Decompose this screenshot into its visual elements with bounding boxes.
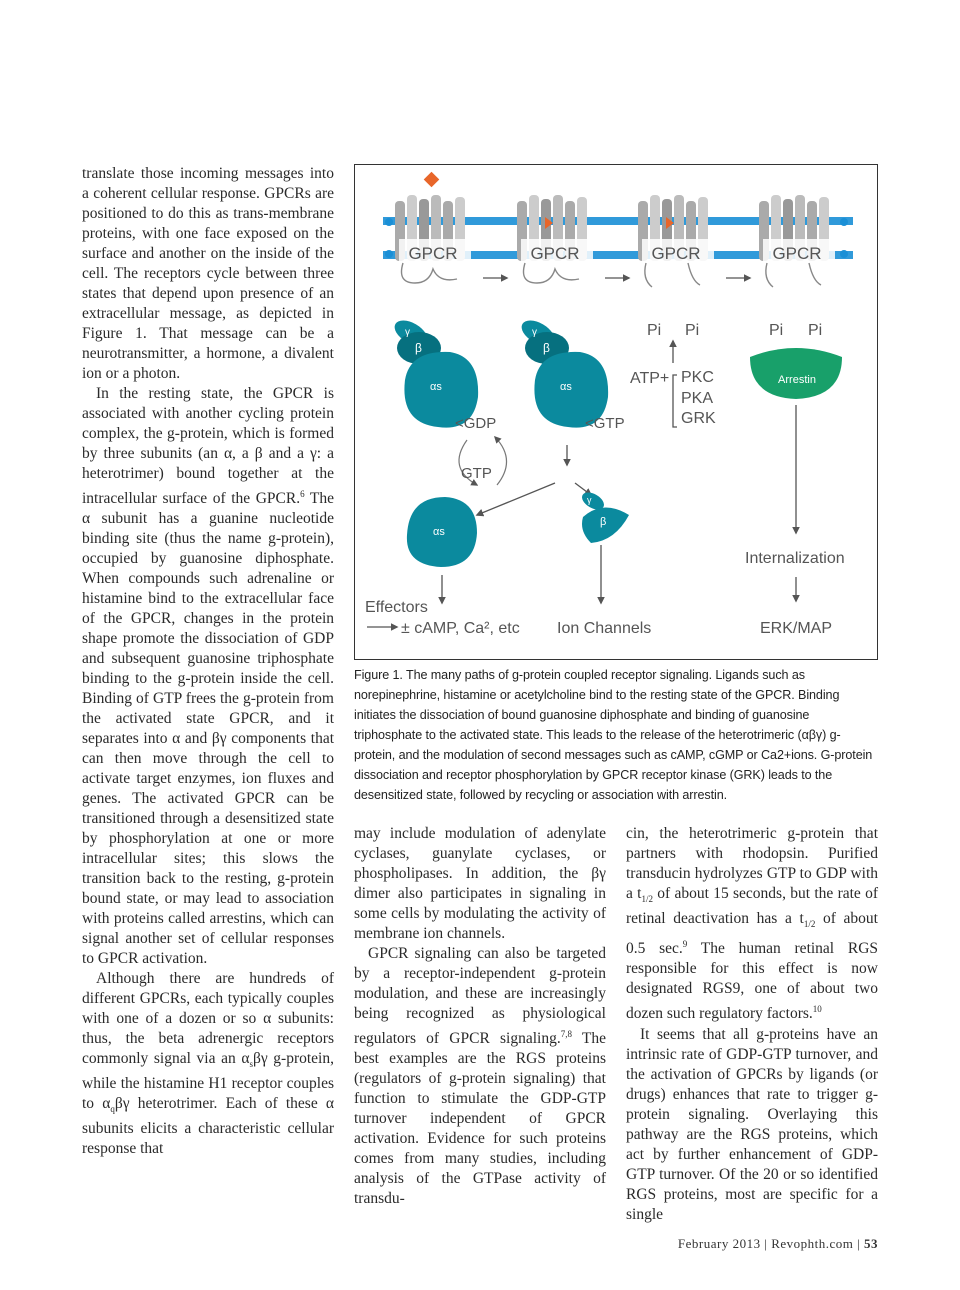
- figure-caption: Figure 1. The many paths of g-protein coupled receptor signaling. Ligands such as norepinephrine, histamine or acetylcholine bind to the resting state of the GPCR. Binding initiates the dissociation of bound guanosine diphosphate and binding of guanosine triphosphate to the activated state. This leads to the release of the heterotrimeric (αβγ) g-protein, and the modulation of second messages such as cAMP, cGMP or Ca2+ions. G-protein dissociation and receptor phosphorylation by GPCR receptor kinase (GRK) leads to the desensitized state, followed by recycling or association with arrestin.: [354, 668, 873, 802]
- mid-paragraph-1: may include modulation of adenylate cyclases, guanylate cyclases, or phospholipases. In addition, the βγ dimer also participates in signaling in some cells by modulating the activity of membrane ion channels.: [354, 825, 606, 942]
- gtp-label: <GTP: [585, 415, 625, 432]
- page-number: 53: [864, 1236, 878, 1251]
- issue-date: February 2013: [677, 1236, 761, 1251]
- g-protein-heterotrimer-2: [517, 315, 608, 427]
- effectors-label: Effectors: [365, 599, 428, 616]
- gpcr-receptor-3: [638, 195, 714, 287]
- free-beta-gamma-dimer: [579, 489, 629, 543]
- ion-channels-label: Ion Channels: [557, 620, 652, 637]
- right-paragraph-1: cin, the heterotrimeric g-protein that partners with rhodopsin. Purified transducin hydrolyzes GTP to GDP with a $t_{1/2}$ of about 15 seconds, but the rate of retinal deactivation has a $t_{1/2}$ of about 0.5 sec.$^9$ The human retinal RGS responsible for this effect is now designated RGS9, one of about two dozen such regulatory factors.$^{10}$: [626, 825, 879, 1023]
- left-paragraph-1: translate those incoming messages into a coherent cellular response. GPCRs are positioned to do this as trans-membrane proteins, with one face exposed on the surface and another on the inside of the cell. The receptors cycle between three states that depend upon presence of an extracellular message, as depicted in Figure 1. That message can be a neurotransmitter, a hormone, a divalent ion or a photon.: [82, 165, 334, 382]
- gdp-label: <GDP: [455, 415, 497, 432]
- pi-label: Pi: [647, 322, 662, 339]
- mid-paragraph-2: GPCR signaling can also be targeted by a receptor-independent g-protein modulation, and these are increasingly being recognized as physiological regulators of GPCR signaling.$^{7,8}$ The best examples are the RGS proteins (regulators of g-protein signaling) that function to stimulate the GDP-GTP turnover independent of GPCR activation. Evidence for such proteins comes from many studies, including analysis of the GTPase activity of transdu-: [354, 945, 606, 1208]
- svg-text:GPCR: GPCR: [772, 244, 822, 263]
- svg-text:γ: γ: [532, 327, 537, 338]
- g-protein-heterotrimer-1: [390, 315, 478, 427]
- erk-map-label: ERK/MAP: [760, 620, 833, 637]
- pi-label: Pi: [808, 322, 823, 339]
- gpcr-signaling-diagram: [355, 165, 876, 658]
- pi-label: Pi: [769, 322, 784, 339]
- svg-text:αs: αs: [560, 381, 572, 393]
- svg-text:GPCR: GPCR: [651, 244, 701, 263]
- internalization-label: Internalization: [745, 550, 845, 567]
- free-alpha-subunit: [407, 497, 477, 567]
- svg-text:αs: αs: [433, 526, 445, 538]
- citation-6: 6: [300, 489, 305, 499]
- atp-label: ATP+: [630, 370, 670, 387]
- citation-7-8: 7,8: [560, 1029, 572, 1039]
- svg-text:Arrestin: Arrestin: [778, 374, 816, 386]
- svg-text:GPCR: GPCR: [408, 244, 458, 263]
- svg-text:β: β: [600, 516, 607, 528]
- pi-label: Pi: [685, 322, 700, 339]
- left-text-column: [82, 164, 334, 1159]
- citation-10: 10: [812, 1004, 822, 1015]
- website-link[interactable]: Revophth.com: [771, 1236, 854, 1251]
- right-text-column: [626, 824, 878, 1225]
- middle-text-column: [354, 824, 606, 1209]
- svg-text:γ: γ: [405, 327, 410, 338]
- gpcr-receptor-4: [759, 195, 835, 287]
- left-paragraph-3: Although there are hundreds of different GPCRs, each typically couples with one of a dozen or so α subunits: thus, the beta adrenergic receptors commonly signal via an $\alpha_s\beta\gamma$ g-protein, while the histamine H1 receptor couples to $\alpha_q\beta\gamma$ heterotrimer. Each of these α subunits elicits a characteristic cellular response that: [82, 970, 334, 1158]
- gpcr-receptor-2: [517, 195, 593, 283]
- svg-text:β: β: [543, 341, 550, 355]
- right-paragraph-2: It seems that all g-proteins have an intrinsic rate of GDP-GTP turnover, and the activation of GPCRs by ligands (or drugs) enhances that rate to trigger g-protein signaling. Overlaying this pathway are the RGS proteins, which act by further enhancement of GDP-GTP turnover. Of the 20 or so identified RGS proteins, most are specific for a single: [626, 1025, 878, 1223]
- svg-text:GPCR: GPCR: [530, 244, 580, 263]
- gtp-cycle-label: GTP: [461, 465, 492, 482]
- page-footer: February 2013 | Revophth.com | 53: [677, 1236, 878, 1251]
- citation-9: 9: [682, 939, 688, 950]
- second-messengers-label: ± cAMP, Ca², etc: [401, 620, 520, 637]
- svg-text:β: β: [415, 341, 422, 355]
- grk-label: GRK: [681, 410, 716, 427]
- svg-text:γ: γ: [587, 495, 592, 505]
- svg-text:αs: αs: [430, 381, 442, 393]
- pka-label: PKA: [681, 390, 714, 407]
- pkc-label: PKC: [681, 369, 714, 386]
- gpcr-receptor-1: [395, 195, 471, 283]
- arrestin-shape: [750, 348, 842, 399]
- left-paragraph-2: In the resting state, the GPCR is associated with another cycling protein complex, the g-protein, which is formed by three subunits (an α, a β and a γ: a heterotrimer) bound together at the intracellular surface of the GPCR.$^6$ The α subunit has a guanine nucleotide binding site (thus the name g-protein), occupied by guanosine diphosphate. When compounds such adrenaline or histamine bind to the extracellular face of the GPCR, changes in the protein shape promote the dissociation of GDP and subsequent guanosine triphosphate binding to the g-protein inside the cell. Binding of GTP frees the g-protein from the activated state GPCR, and it separates into α and βγ components that can then move through the cell to activate target enzymes, ion fluxes and genes. The activated GPCR can be transitioned through a desensitized state by phosphorylation at one or more intracellular sites; this slows the transition back to the resting, g-protein bound state, or may lead to association with proteins called arrestins, which can signal another set of cellular responses to GPCR activation.: [82, 385, 334, 968]
- figure-1: [354, 164, 878, 660]
- ligand-diamond: [424, 172, 440, 188]
